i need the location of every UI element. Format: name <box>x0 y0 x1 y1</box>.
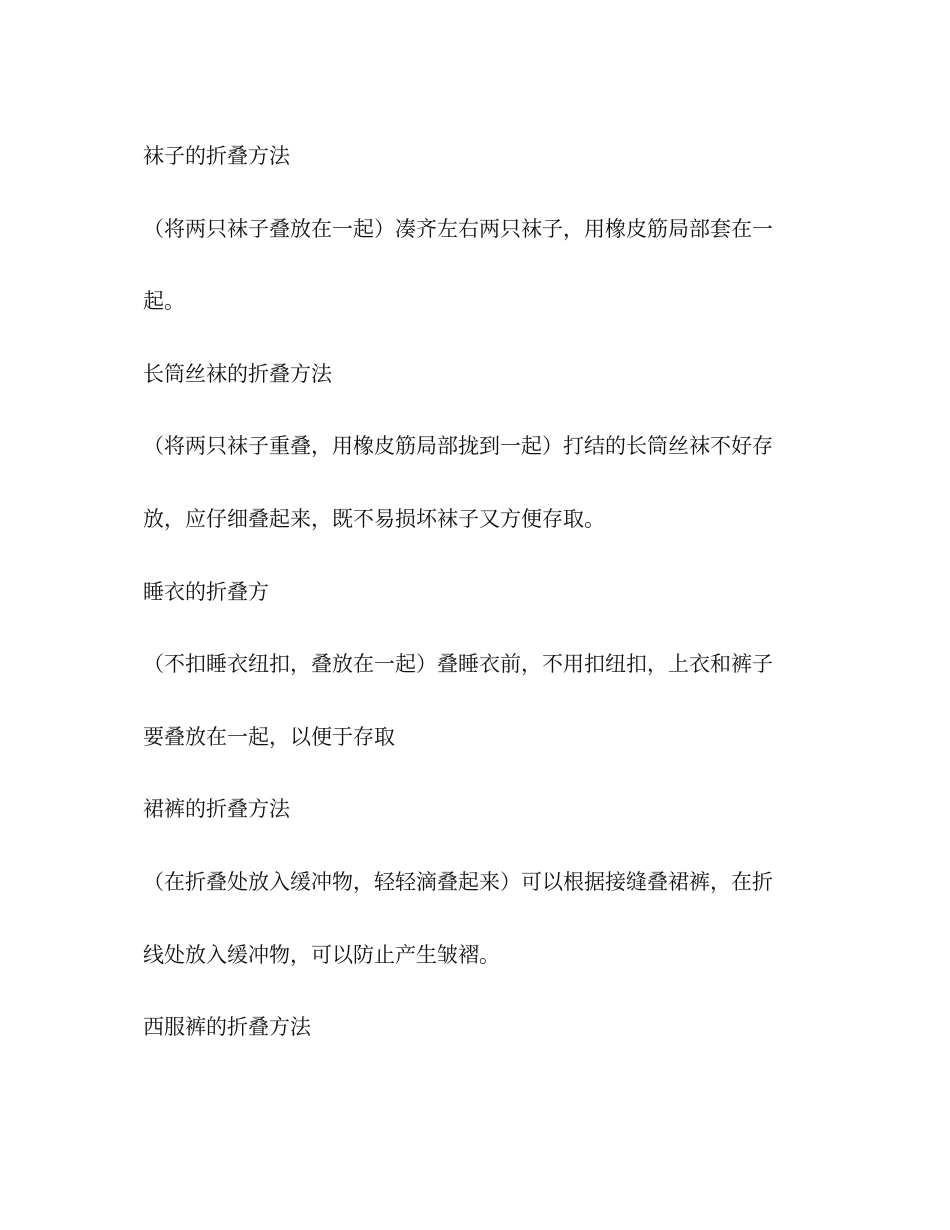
paragraph-line: 起。 <box>143 289 185 314</box>
heading-culottes: 裙裤的折叠方法 <box>143 797 290 822</box>
paragraph-line: （将两只袜子叠放在一起）凑齐左右两只袜子，用橡皮筋局部套在一 <box>143 216 773 241</box>
heading-pajamas: 睡衣的折叠方 <box>143 579 269 604</box>
paragraph-line: （在折叠处放入缓冲物，轻轻滴叠起来）可以根据接缝叠裙裤，在折 <box>143 869 773 894</box>
paragraph-line: 线处放入缓冲物，可以防止产生皱褶。 <box>143 942 500 967</box>
paragraph-line: （将两只袜子重叠，用橡皮筋局部拢到一起）打结的长筒丝袜不好存 <box>143 434 773 459</box>
paragraph-line: 放，应仔细叠起来，既不易损坏袜子又方便存取。 <box>143 506 605 531</box>
heading-suit-pants: 西服裤的折叠方法 <box>143 1015 311 1040</box>
heading-stockings: 长筒丝袜的折叠方法 <box>143 361 332 386</box>
paragraph-line: 要叠放在一起，以便于存取 <box>143 724 395 749</box>
heading-socks: 袜子的折叠方法 <box>143 144 290 168</box>
document-body <box>143 138 803 1082</box>
paragraph-line: （不扣睡衣纽扣，叠放在一起）叠睡衣前，不用扣纽扣，上衣和裤子 <box>143 652 773 677</box>
